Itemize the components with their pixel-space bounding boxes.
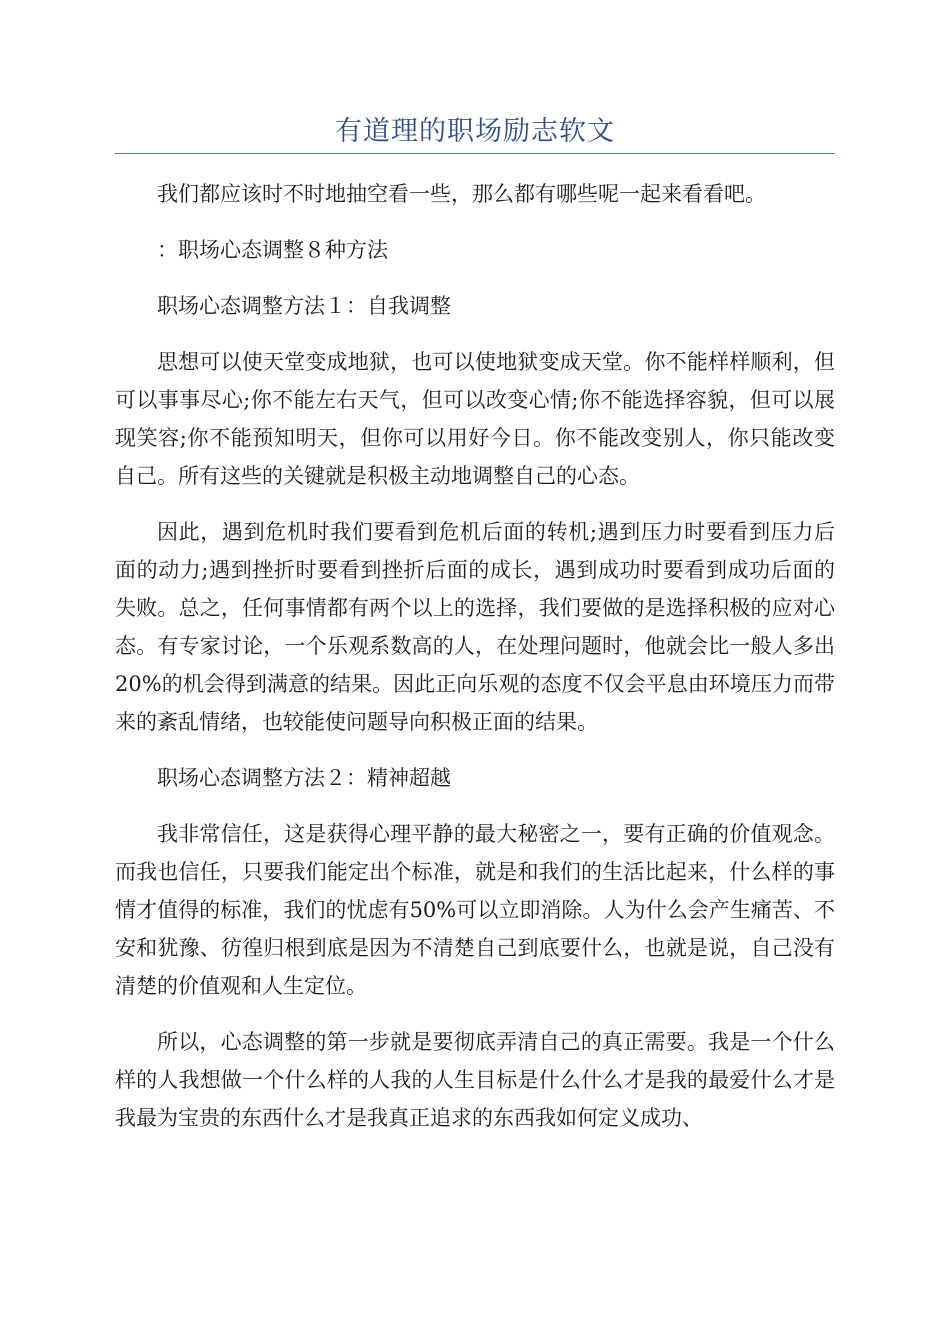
paragraph-heading-method-2: 职场心态调整方法２：精神超越 bbox=[157, 766, 451, 790]
paragraph-intro: 我们都应该时不时地抽空看一些，那么都有哪些呢一起来看看吧。 bbox=[157, 182, 766, 206]
paragraph-body: 因此，遇到危机时我们要看到危机后面的转机;遇到压力时要看到压力后面的动力;遇到挫折时要看到挫折后面的成长，遇到成功时要看到成功后面的失败。总之，任何事情都有两个以上的选择，我们要做的是选择积极的应对心态。有专家讨论，一个乐观系数高的人，在处理问题时，他就会比一般人多出20%的机会得到满意的结果。因此正向乐观的态度不仅会平息由环境压力而带来的紊乱情绪，也较能使问题导向积极正面的结果。 bbox=[115, 520, 835, 734]
paragraph-heading-main: ：职场心态调整８种方法 bbox=[157, 238, 388, 262]
paragraph-body: 思想可以使天堂变成地狱，也可以使地狱变成天堂。你不能样样顺利，但可以事事尽心;你不能左右天气，但可以改变心情;你不能选择容貌，但可以展现笑容;你不能预知明天，但你可以用好今日。你不能改变别人，你只能改变自己。所有这些的关键就是积极主动地调整自己的心态。 bbox=[115, 350, 835, 488]
document-title: 有道理的职场励志软文 bbox=[335, 116, 615, 147]
paragraph-heading-method-1: 职场心态调整方法１：自我调整 bbox=[157, 294, 451, 318]
title-underline bbox=[115, 153, 835, 154]
document-body bbox=[115, 175, 835, 1155]
paragraph-body: 所以，心态调整的第一步就是要彻底弄清自己的真正需要。我是一个什么样的人我想做一个什么样的人我的人生目标是什么什么才是我的最爱什么才是我最为宝贵的东西什么才是我真正追求的东西我如何定义成功、 bbox=[115, 1030, 835, 1130]
paragraph-body: 我非常信任，这是获得心理平静的最大秘密之一，要有正确的价值观念。而我也信任，只要我们能定出个标准，就是和我们的生活比起来，什么样的事情才值得的标准，我们的忧虑有50%可以立即消除。人为什么会产生痛苦、不安和犹豫、彷徨归根到底是因为不清楚自己到底要什么，也就是说，自己没有清楚的价值观和人生定位。 bbox=[115, 822, 835, 998]
